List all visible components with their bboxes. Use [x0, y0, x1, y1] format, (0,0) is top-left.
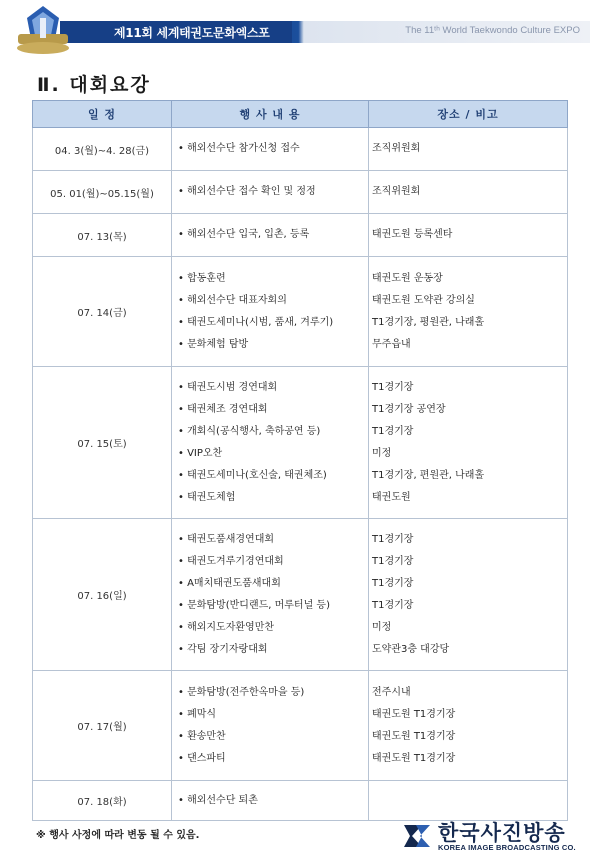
bullet-icon: • [178, 447, 188, 459]
table-row [33, 214, 568, 257]
bullet-icon: • [178, 730, 188, 742]
watermark [400, 817, 600, 855]
event-item [178, 290, 368, 312]
event-item [178, 224, 368, 246]
place-item: T1경기장 [372, 533, 414, 545]
event-item [178, 421, 368, 443]
event-item-text: 해외지도자환영만찬 [187, 621, 275, 633]
place-item: 조직위원회 [372, 143, 421, 154]
table-row [33, 671, 568, 781]
cell-content [172, 171, 369, 214]
header-subtitle-en: The 11ᵗʰ World Taekwondo Culture EXPO [405, 25, 580, 36]
event-item [178, 138, 368, 160]
cell-place [369, 671, 568, 781]
bullet-icon: • [178, 294, 188, 306]
event-item-text: 댄스파티 [187, 752, 226, 764]
kib-logo-icon [400, 819, 434, 853]
bullet-icon: • [178, 686, 188, 698]
table-row [33, 257, 568, 367]
event-item-text: 태권도세미나(시범, 품새, 겨루기) [187, 316, 334, 328]
bullet-icon: • [178, 316, 188, 328]
section-title: Ⅱ. 대회요강 [37, 74, 151, 96]
place-item: 태권도원 T1경기장 [372, 730, 456, 742]
cell-date: 07. 15(토) [33, 367, 172, 519]
event-item [178, 595, 368, 617]
bullet-icon: • [178, 752, 188, 764]
event-item [178, 726, 368, 748]
cell-content [172, 214, 369, 257]
event-item-text: 태권도체험 [187, 491, 236, 503]
column-header-content: 행 사 내 용 [172, 101, 369, 128]
place-item: 미정 [372, 621, 392, 633]
place-item: 태권도원 T1경기장 [372, 752, 456, 764]
event-item-text: 각팀 장기자랑대회 [187, 643, 268, 655]
event-item [178, 790, 368, 812]
event-item-text: 태권도시범 경연대회 [187, 381, 278, 393]
event-item [178, 377, 368, 399]
event-item-text: 문화탐방(전주한옥마을 등) [187, 686, 305, 698]
cell-date: 04. 3(월)~4. 28(금) [33, 128, 172, 171]
event-item-text: 해외선수단 참가신청 접수 [187, 143, 300, 154]
cell-content [172, 519, 369, 671]
place-item: 무주읍내 [372, 338, 411, 350]
bullet-icon: • [178, 186, 188, 197]
event-item-text: 태권도품새경연대회 [187, 533, 275, 545]
place-item: T1경기장 [372, 599, 414, 611]
table-row [33, 128, 568, 171]
table-header-row [33, 101, 568, 128]
bullet-icon: • [178, 143, 188, 154]
table-row [33, 367, 568, 519]
cell-place [369, 128, 568, 171]
place-item: T1경기장, 편원관, 나래홀 [372, 469, 485, 481]
bullet-icon: • [178, 621, 188, 633]
watermark-text-en: KOREA IMAGE BROADCASTING CO. [438, 843, 576, 852]
bullet-icon: • [178, 643, 188, 655]
event-item-text: 해외선수단 접수 확인 및 정정 [187, 186, 316, 197]
cell-content [172, 671, 369, 781]
bullet-icon: • [178, 577, 188, 589]
bullet-icon: • [178, 469, 188, 481]
event-item-text: 해외선수단 입국, 입촌, 등록 [187, 229, 310, 240]
cell-content [172, 257, 369, 367]
event-item-text: 해외선수단 퇴촌 [187, 794, 258, 806]
event-item-text: 폐막식 [187, 708, 217, 720]
event-item-text: 환송만찬 [187, 730, 226, 742]
cell-place [369, 781, 568, 821]
event-item [178, 399, 368, 421]
place-item: T1경기장, 평원관, 나래홀 [372, 316, 485, 328]
place-item: 태권도원 T1경기장 [372, 708, 456, 720]
cell-date: 07. 13(목) [33, 214, 172, 257]
page-header [0, 0, 602, 62]
event-item [178, 312, 368, 334]
event-item-text: 해외선수단 대표자회의 [187, 294, 287, 306]
cell-content [172, 128, 369, 171]
event-item [178, 573, 368, 595]
place-item: T1경기장 [372, 381, 414, 393]
event-item [178, 639, 368, 661]
watermark-text-ko: 한국사진방송 [438, 821, 566, 845]
place-item: 태권도원 등록센타 [372, 229, 453, 240]
event-item-text: 태권체조 경연대회 [187, 403, 268, 415]
bullet-icon: • [178, 491, 188, 503]
cell-date: 07. 16(일) [33, 519, 172, 671]
place-item: 태권도원 운동장 [372, 272, 443, 284]
cell-date: 05. 01(월)~05.15(월) [33, 171, 172, 214]
place-item: 미정 [372, 447, 392, 459]
bullet-icon: • [178, 599, 188, 611]
bullet-icon: • [178, 272, 188, 284]
cell-date: 07. 14(금) [33, 257, 172, 367]
event-item [178, 487, 368, 509]
bullet-icon: • [178, 708, 188, 720]
bullet-icon: • [178, 555, 188, 567]
event-item [178, 748, 368, 770]
event-item-text: VIP오찬 [187, 447, 223, 459]
event-item [178, 682, 368, 704]
bullet-icon: • [178, 425, 188, 437]
footnote: ※ 행사 사정에 따라 변동 될 수 있음. [36, 830, 200, 841]
cell-place [369, 171, 568, 214]
bullet-icon: • [178, 381, 188, 393]
event-item [178, 529, 368, 551]
bullet-icon: • [178, 338, 188, 350]
place-item: T1경기장 공연장 [372, 403, 446, 415]
place-item: T1경기장 [372, 425, 414, 437]
column-header-date: 일 정 [33, 101, 172, 128]
bullet-icon: • [178, 794, 188, 806]
event-item [178, 268, 368, 290]
bullet-icon: • [178, 229, 188, 240]
event-item [178, 617, 368, 639]
event-item-text: 문화체험 탐방 [187, 338, 249, 350]
header-band-cut [272, 21, 292, 43]
schedule-table [32, 100, 568, 821]
cell-content [172, 367, 369, 519]
bullet-icon: • [178, 403, 188, 415]
event-item-text: 태권도세미나(호신술, 태권체조) [187, 469, 327, 481]
event-item-text: A매치태권도품새대회 [187, 577, 281, 589]
cell-place [369, 214, 568, 257]
cell-date: 07. 18(화) [33, 781, 172, 821]
expo-logo-icon [14, 4, 72, 56]
event-item [178, 551, 368, 573]
event-item [178, 465, 368, 487]
table-row [33, 781, 568, 821]
event-item-text: 합동훈련 [187, 272, 226, 284]
event-item [178, 334, 368, 356]
event-item-text: 문화탐방(반디랜드, 머루터널 등) [187, 599, 330, 611]
place-item: T1경기장 [372, 577, 414, 589]
place-item: 조직위원회 [372, 186, 421, 197]
cell-content [172, 781, 369, 821]
cell-place [369, 257, 568, 367]
place-item: 도약관3층 대강당 [372, 643, 450, 655]
event-item [178, 181, 368, 203]
event-item [178, 704, 368, 726]
place-item: 전주시내 [372, 686, 411, 698]
column-header-place: 장소 / 비고 [369, 101, 568, 128]
event-item-text: 개회식(공식행사, 축하공연 등) [187, 425, 321, 437]
cell-place [369, 367, 568, 519]
event-item [178, 443, 368, 465]
table-row [33, 171, 568, 214]
bullet-icon: • [178, 533, 188, 545]
event-item-text: 태권도겨루기경연대회 [187, 555, 284, 567]
place-item: 태권도원 도약관 강의실 [372, 294, 475, 306]
table-row [33, 519, 568, 671]
header-title: 제11회 세계태권도문화엑스포 [114, 26, 270, 40]
cell-place [369, 519, 568, 671]
place-item: T1경기장 [372, 555, 414, 567]
schedule-body [33, 128, 568, 821]
cell-date: 07. 17(월) [33, 671, 172, 781]
place-item: 태권도원 [372, 491, 411, 503]
